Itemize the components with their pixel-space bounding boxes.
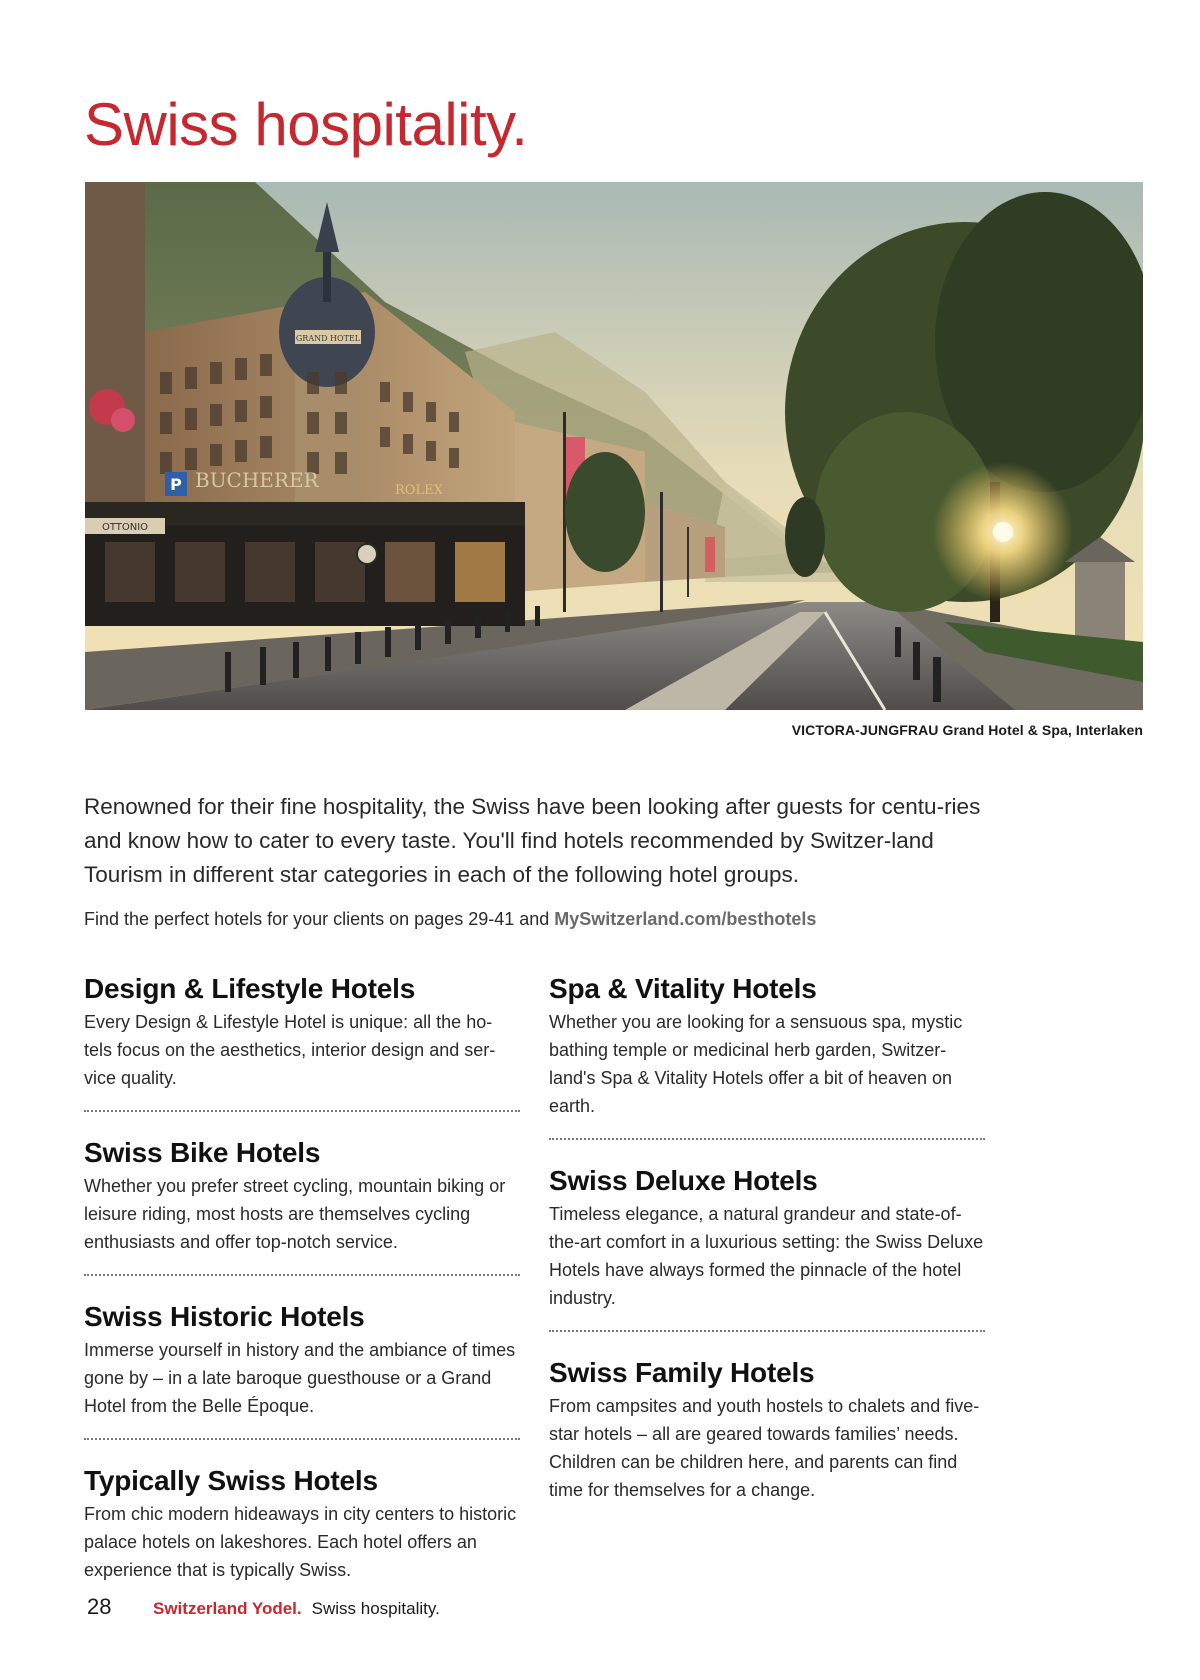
left-column [84,972,520,1584]
section-heading: Design & Lifestyle Hotels [84,973,416,1004]
section-heading: Swiss Deluxe Hotels [549,1165,818,1196]
hotel-group-deluxe [549,1164,985,1312]
page-number: 28 [87,1594,112,1619]
brand-name: Switzerland Yodel. [153,1599,302,1618]
besthotels-link[interactable]: MySwitzerland.com/besthotels [554,909,817,929]
section-body: Immerse yourself in history and the ambiance of times gone by – in a late baroque guesthouse or a Grand Hotel from the Belle Époque. [84,1340,516,1416]
hotel-group-bike [84,1136,520,1256]
hotel-group-family [549,1356,985,1504]
section-heading: Spa & Vitality Hotels [549,973,817,1004]
find-hotels-line [84,906,1004,932]
section-body: Whether you prefer street cycling, mountain biking or leisure riding, most hosts are themselves cycling enthusiasts and offer top-notch service. [84,1176,506,1252]
dotted-divider [84,1110,520,1112]
page-title: Swiss hospitality. [84,91,528,158]
rolex-sign: ROLEX [395,483,443,498]
section-body: Timeless elegance, a natural grandeur and state-of-the-art comfort in a luxurious setting: the Swiss Deluxe Hotels have always formed the pinnacle of the hotel industry. [549,1204,984,1308]
hotel-group-typically-swiss [84,1464,520,1584]
intro-paragraph: Renowned for their fine hospitality, the Swiss have been looking after guests for centu-ries and know how to cater to every taste. You'll find hotels recommended by Switzer-land Tourism in different star categories in each of the following hotel groups. [84,794,981,887]
section-body: From campsites and youth hostels to chalets and five-star hotels – all are geared towards families’ needs. Children can be children here, and parents can find time for themselves for a change. [549,1396,980,1500]
hotel-group-spa-vitality [549,972,985,1120]
grand-hotel-sign: GRAND HOTEL [295,334,361,343]
hero-photo [85,182,1143,710]
section-heading: Typically Swiss Hotels [84,1465,378,1496]
section-body: From chic modern hideaways in city centers to historic palace hotels on lakeshores. Each hotel offers an experience that is typically Swiss. [84,1504,517,1580]
dotted-divider [84,1274,520,1276]
section-body: Whether you are looking for a sensuous spa, mystic bathing temple or medicinal herb garden, Switzer-land's Spa & Vitality Hotels offer a bit of heaven on earth. [549,1012,963,1116]
page-footer [87,1594,440,1620]
footer-section-name: Swiss hospitality. [311,1599,440,1618]
right-column [549,972,985,1504]
bucherer-sign: BUCHERER [195,468,319,492]
ottonio-sign: OTTONIO [101,522,149,533]
hotel-group-historic [84,1300,520,1420]
dotted-divider [84,1438,520,1440]
section-body: Every Design & Lifestyle Hotel is unique: all the ho-tels focus on the aesthetics, interior design and ser-vice quality. [84,1012,496,1088]
dotted-divider [549,1138,985,1140]
section-heading: Swiss Historic Hotels [84,1301,365,1332]
section-heading: Swiss Bike Hotels [84,1137,321,1168]
dotted-divider [549,1330,985,1332]
section-heading: Swiss Family Hotels [549,1357,815,1388]
photo-caption: VICTORA-JUNGFRAU Grand Hotel & Spa, Interlaken [791,722,1143,738]
find-hotels-text: Find the perfect hotels for your clients on pages 29-41 and [84,909,555,929]
hotel-group-design-lifestyle [84,972,520,1092]
parking-sign: P [170,475,182,494]
hotel-street-illustration [85,182,1143,710]
